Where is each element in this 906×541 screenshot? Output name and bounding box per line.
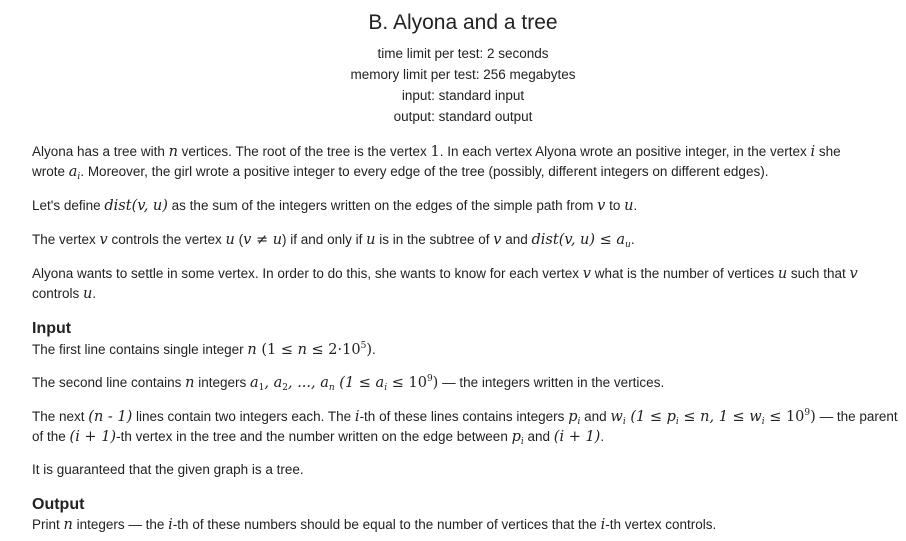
time-limit: time limit per test: 2 seconds (377, 46, 549, 61)
problem-title: B. Alyona and a tree (368, 11, 558, 34)
output-spec: output: standard output (393, 109, 533, 124)
statement-paragraph-2: Let's define dist(v, u) as the sum of the integers written on the edges of the simple path from v to u. (32, 198, 638, 214)
input-heading: Input (32, 320, 72, 337)
input-spec: input: standard input (401, 88, 525, 103)
output-paragraph-1: Print n integers — the i-th of these numbers should be equal to the number of vertices that the i-th vertex controls. (32, 517, 717, 533)
statement-paragraph-4: Alyona wants to settle in some vertex. In order to do this, she wants to know for each vertex v what is the number of vertices u such that v controls u. (32, 266, 858, 302)
input-paragraph-4: It is guaranteed that the given graph is a tree. (32, 462, 304, 477)
statement-paragraph-1: Alyona has a tree with n vertices. The root of the tree is the vertex 1. In each vertex Alyona wrote an positive integer, in the vertex i she wrote $a_i$. Moreover, the girl wrote a positive integer to every edge of the tree (possibly, different integers on different edges). (32, 144, 841, 182)
input-paragraph-3: The next (n - 1) lines contain two integers each. The i-th of these lines contains integers $p_i$ and $w_i$ ($1 \le p_i \le n$, $1 \le w_i \le 10^9$) — the parent of the (i + 1)-th vertex in the tree and the number written on the edge between $p_i$ and (i + 1). (32, 408, 898, 447)
input-paragraph-2: The second line contains n integers $a_1$, $a_2$, ..., $a_n$ $(1 \le a_i \le 10^9)$ — the integers written in the vertices. (32, 374, 665, 393)
statement-paragraph-3: The vertex v controls the vertex u (v ≠ u) if and only if u is in the subtree of v and dist(v, $u) \le a_u$. (32, 232, 635, 250)
output-heading: Output (32, 496, 85, 513)
input-paragraph-1: The first line contains single integer n $(1 \le n \le 2\cdot 10^5)$. (32, 341, 376, 358)
memory-limit: memory limit per test: 256 megabytes (350, 67, 576, 82)
